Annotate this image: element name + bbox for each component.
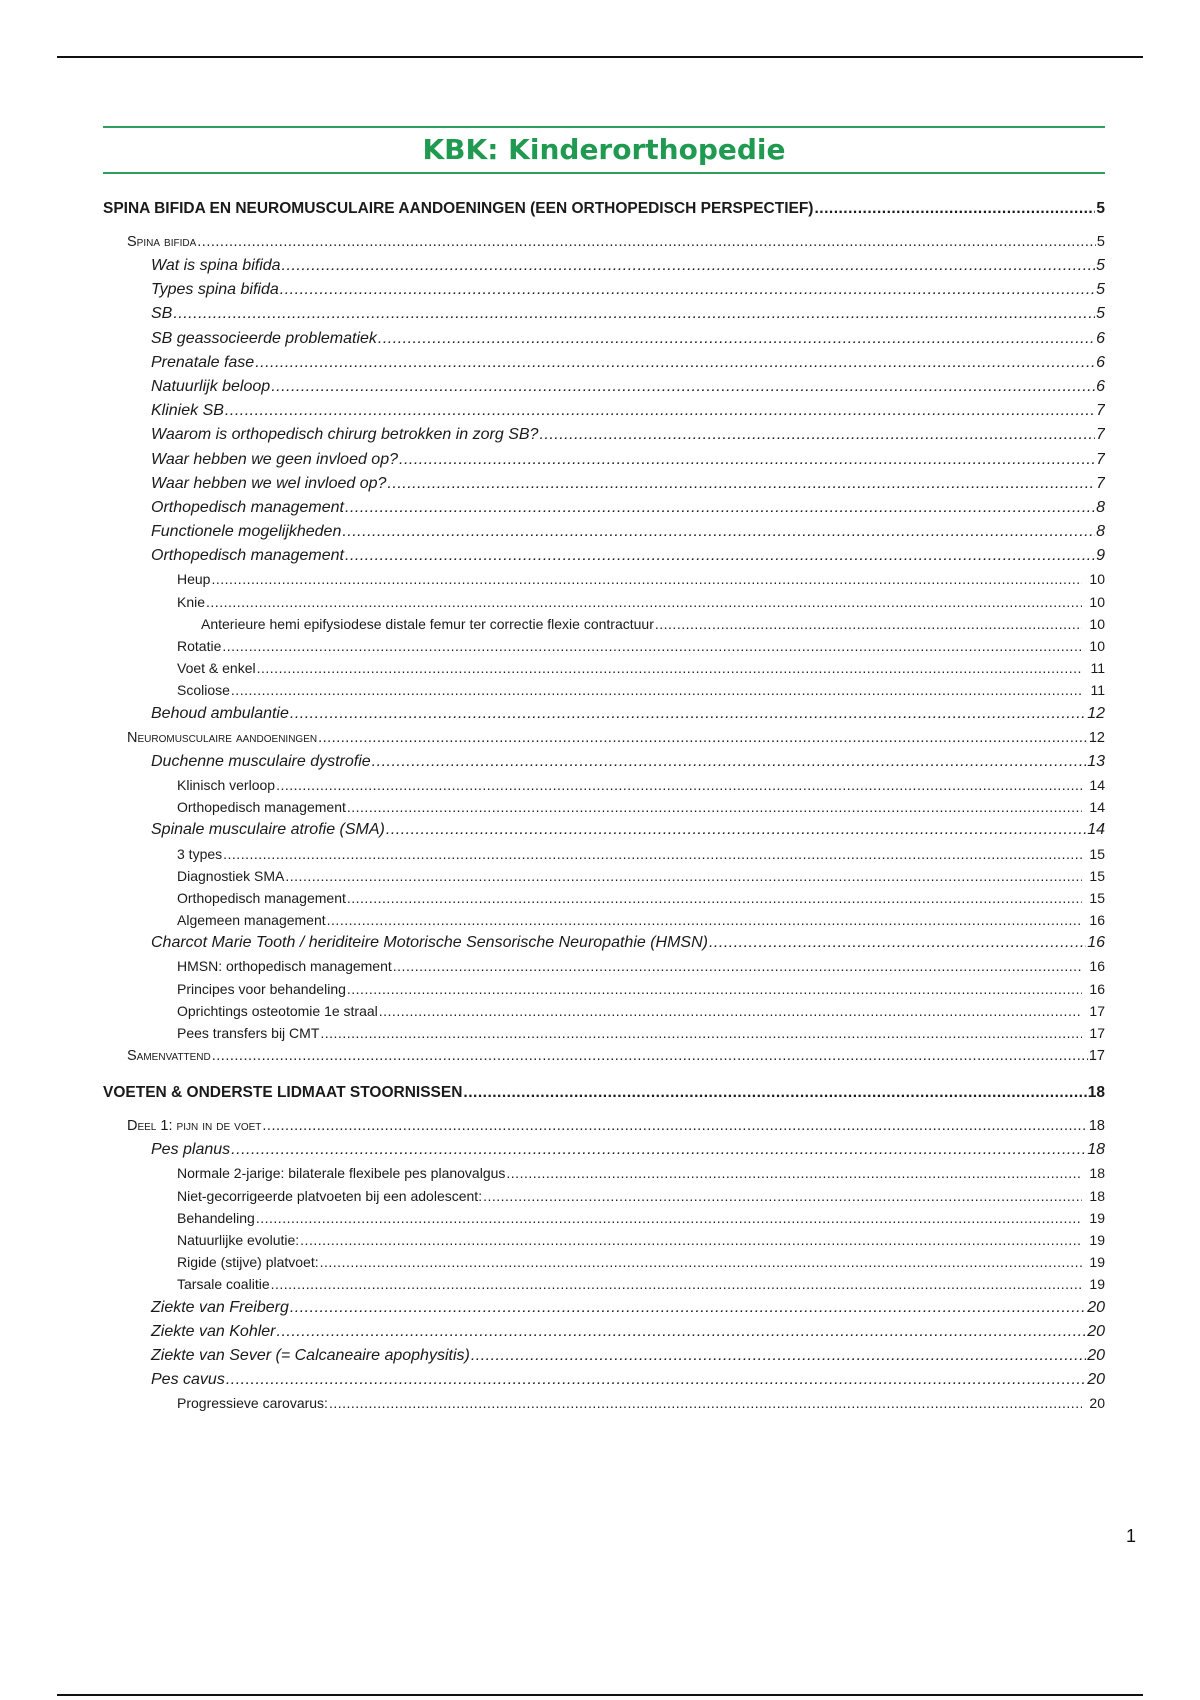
- toc-entry-level-2[interactable]: [103, 1044, 1105, 1068]
- toc-dot-leader: [320, 1022, 1082, 1044]
- toc-entry-title: Normale 2-jarige: bilaterale flexibele pes planovalgus: [177, 1165, 506, 1182]
- toc-entry-title: Knie: [177, 593, 206, 610]
- toc-page-number: 7: [1096, 402, 1105, 420]
- toc-entry-title: Waar hebben we geen invloed op?: [151, 450, 398, 468]
- toc-entry-level-2[interactable]: [103, 726, 1105, 750]
- toc-entry-title: Wat is spina bifida: [151, 257, 281, 274]
- toc-dot-leader: [300, 1229, 1082, 1251]
- toc-entry-title: SPINA BIFIDA EN NEUROMUSCULAIRE AANDOENINGEN (EEN ORTHOPEDISCH PERSPECTIEF): [103, 200, 814, 217]
- toc-entry-level-3[interactable]: [103, 1320, 1105, 1344]
- toc-page-number: 14: [1089, 799, 1105, 816]
- toc-dot-leader: [226, 1368, 1086, 1392]
- toc-entry-level-4[interactable]: [103, 1273, 1105, 1295]
- toc-entry-level-2[interactable]: [103, 230, 1105, 254]
- toc-entry-level-4[interactable]: [103, 978, 1105, 1000]
- table-of-contents: [103, 196, 1105, 1414]
- toc-entry-level-1[interactable]: [103, 198, 1105, 220]
- toc-entry-level-3[interactable]: [103, 544, 1105, 568]
- toc-entry-title: Duchenne musculaire dystrofie: [151, 752, 371, 770]
- toc-page-number: 12: [1087, 704, 1105, 722]
- toc-entry-level-4[interactable]: [103, 1251, 1105, 1273]
- toc-dot-leader: [814, 198, 1095, 220]
- toc-entry-title: VOETEN & ONDERSTE LIDMAAT STOORNISSEN: [103, 1084, 463, 1102]
- toc-entry-level-4[interactable]: [103, 909, 1105, 931]
- toc-entry-title: Prenatale fase: [151, 353, 255, 371]
- toc-entry-title: Ziekte van Kohler: [151, 1322, 276, 1340]
- toc-entry-level-3[interactable]: [103, 302, 1105, 326]
- toc-page-number: 5: [1096, 281, 1105, 299]
- toc-entry-title: Orthopedisch management: [151, 547, 344, 565]
- toc-page-number: 13: [1087, 752, 1105, 770]
- toc-entry-title: Diagnostiek SMA: [177, 867, 285, 884]
- toc-entry-title: Ziekte van Sever (= Calcaneaire apophysitis): [151, 1346, 470, 1364]
- toc-entry-title: Progressieve carovarus:: [177, 1395, 328, 1412]
- toc-entry-level-3[interactable]: [103, 351, 1105, 375]
- toc-page-number: 20: [1087, 1298, 1105, 1316]
- toc-entry-level-4[interactable]: [103, 887, 1105, 909]
- toc-dot-leader: [173, 302, 1095, 326]
- toc-page-number: 14: [1087, 821, 1105, 839]
- toc-entry-level-5[interactable]: [103, 613, 1105, 635]
- toc-entry-level-4[interactable]: [103, 657, 1105, 679]
- toc-dot-leader: [342, 520, 1095, 544]
- toc-dot-leader: [280, 278, 1095, 302]
- toc-page-number: 7: [1096, 450, 1105, 468]
- toc-page-number: 6: [1096, 377, 1105, 395]
- toc-page-number: 19: [1089, 1276, 1105, 1293]
- toc-dot-leader: [463, 1082, 1086, 1104]
- toc-dot-leader: [277, 1320, 1087, 1344]
- toc-page-number: 11: [1090, 660, 1105, 677]
- toc-dot-leader: [211, 568, 1082, 590]
- toc-dot-leader: [379, 1000, 1082, 1022]
- toc-entry-title: Natuurlijke evolutie:: [177, 1231, 300, 1248]
- title-block: [103, 126, 1105, 174]
- toc-dot-leader: [399, 448, 1095, 472]
- toc-page-number: 6: [1096, 329, 1105, 347]
- toc-dot-leader: [197, 230, 1096, 254]
- toc-entry-level-4[interactable]: [103, 796, 1105, 818]
- toc-page-number: 10: [1089, 593, 1105, 610]
- toc-dot-leader: [262, 1114, 1087, 1138]
- toc-entry-title: Neuromusculaire aandoeningen: [127, 729, 318, 746]
- toc-dot-leader: [329, 1392, 1082, 1414]
- toc-dot-leader: [506, 1162, 1082, 1184]
- toc-entry-level-4[interactable]: [103, 568, 1105, 590]
- toc-page-number: 18: [1088, 1118, 1105, 1135]
- toc-entry-title: SB geassocieerde problematiek: [151, 329, 377, 347]
- toc-entry-level-3[interactable]: [103, 1344, 1105, 1368]
- toc-page-number: 19: [1089, 1231, 1105, 1248]
- toc-page-number: 6: [1096, 353, 1105, 371]
- toc-page-number: 17: [1089, 1002, 1105, 1019]
- toc-dot-leader: [347, 796, 1082, 818]
- toc-page-number: 14: [1089, 776, 1105, 793]
- toc-entry-level-3[interactable]: [103, 278, 1105, 302]
- toc-entry-title: Voet & enkel: [177, 660, 256, 677]
- toc-dot-leader: [231, 679, 1082, 701]
- toc-page-number: 20: [1087, 1346, 1105, 1364]
- toc-entry-level-4[interactable]: [103, 1392, 1105, 1414]
- toc-dot-leader: [347, 978, 1082, 1000]
- toc-dot-leader: [271, 375, 1095, 399]
- toc-entry-title: Anterieure hemi epifysiodese distale femur ter correctie flexie contractuur: [201, 615, 654, 632]
- toc-entry-title: SB: [151, 305, 173, 323]
- toc-page-number: 12: [1088, 729, 1105, 746]
- toc-page-number: 15: [1089, 889, 1105, 906]
- toc-entry-level-4[interactable]: [103, 1162, 1105, 1184]
- toc-page-number: 16: [1087, 934, 1105, 952]
- document-title: KBK: Kinderorthopedie: [422, 133, 786, 166]
- toc-dot-leader: [282, 254, 1096, 278]
- toc-entry-level-3[interactable]: [103, 750, 1105, 774]
- toc-page-number: 10: [1089, 571, 1105, 588]
- toc-entry-title: Klinisch verloop: [177, 776, 276, 793]
- toc-entry-title: Waarom is orthopedisch chirurg betrokken in zorg SB?: [151, 426, 539, 444]
- toc-entry-title: Spina bifida: [127, 234, 197, 250]
- toc-page-number: 16: [1089, 912, 1105, 929]
- toc-entry-level-4[interactable]: [103, 591, 1105, 613]
- toc-entry-level-4[interactable]: [103, 865, 1105, 887]
- toc-entry-level-4[interactable]: [103, 1000, 1105, 1022]
- toc-entry-level-2[interactable]: [103, 1114, 1105, 1138]
- toc-dot-leader: [290, 1296, 1086, 1320]
- toc-entry-title: Pes cavus: [151, 1371, 225, 1389]
- toc-entry-title: Orthopedisch management: [177, 889, 346, 906]
- toc-entry-title: Behandeling: [177, 1209, 255, 1226]
- toc-entry-title: Ziekte van Freiberg: [151, 1298, 289, 1316]
- toc-entry-level-3[interactable]: [103, 399, 1105, 423]
- toc-page-number: 7: [1096, 474, 1105, 492]
- toc-page-number: 18: [1087, 1141, 1105, 1159]
- toc-page-number: 20: [1087, 1322, 1105, 1340]
- toc-page-number: 5: [1096, 234, 1105, 250]
- toc-entry-level-4[interactable]: [103, 1229, 1105, 1251]
- toc-page-number: 10: [1089, 638, 1105, 654]
- toc-entry-title: Orthopedisch management: [177, 799, 346, 816]
- page-bottom-rule: [57, 1694, 1143, 1696]
- toc-dot-leader: [285, 865, 1082, 887]
- toc-entry-title: Heup: [177, 571, 211, 588]
- toc-page-number: 5: [1096, 305, 1105, 323]
- toc-page-number: 20: [1089, 1395, 1105, 1412]
- toc-entry-title: Pees transfers bij CMT: [177, 1025, 320, 1041]
- toc-dot-leader: [386, 818, 1086, 842]
- toc-entry-level-4[interactable]: [103, 1207, 1105, 1229]
- toc-dot-leader: [223, 843, 1082, 865]
- toc-page-number: 16: [1089, 958, 1105, 975]
- toc-dot-leader: [327, 909, 1082, 931]
- toc-page-number: 5: [1096, 257, 1105, 274]
- toc-entry-level-3[interactable]: [103, 1368, 1105, 1392]
- toc-dot-leader: [212, 1044, 1088, 1068]
- toc-entry-title: Algemeen management: [177, 912, 326, 929]
- toc-page-number: 17: [1089, 1025, 1105, 1041]
- toc-dot-leader: [345, 544, 1095, 568]
- toc-dot-leader: [206, 591, 1082, 613]
- toc-dot-leader: [655, 613, 1082, 635]
- toc-dot-leader: [320, 1251, 1082, 1273]
- toc-entry-title: Rotatie: [177, 638, 222, 654]
- toc-entry-title: Charcot Marie Tooth / heriditeire Motorische Sensorische Neuropathie (HMSN): [151, 934, 708, 952]
- toc-dot-leader: [276, 774, 1082, 796]
- toc-dot-leader: [222, 635, 1082, 657]
- toc-entry-title: Kliniek SB: [151, 402, 224, 420]
- toc-entry-title: Niet-gecorrigeerde platvoeten bij een adolescent:: [177, 1187, 483, 1204]
- toc-page-number: 18: [1087, 1084, 1105, 1102]
- toc-entry-title: Pes planus: [151, 1141, 231, 1159]
- toc-entry-title: Rigide (stijve) platvoet:: [177, 1254, 319, 1271]
- toc-page-number: 9: [1096, 547, 1105, 565]
- toc-entry-level-4[interactable]: [103, 635, 1105, 657]
- toc-entry-level-3[interactable]: [103, 375, 1105, 399]
- toc-entry-level-4[interactable]: [103, 1022, 1105, 1044]
- toc-entry-level-4[interactable]: [103, 843, 1105, 865]
- toc-entry-level-3[interactable]: [103, 931, 1105, 955]
- toc-entry-title: 3 types: [177, 845, 223, 862]
- toc-entry-level-3[interactable]: [103, 327, 1105, 351]
- toc-entry-title: Functionele mogelijkheden: [151, 523, 342, 541]
- toc-entry-title: Behoud ambulantie: [151, 704, 289, 722]
- toc-entry-title: Samenvattend: [127, 1048, 211, 1065]
- toc-entry-level-3[interactable]: [103, 1138, 1105, 1162]
- toc-page-number: 10: [1089, 615, 1105, 632]
- page-number: 1: [1126, 1526, 1137, 1546]
- toc-dot-leader: [345, 496, 1095, 520]
- toc-entry-title: HMSN: orthopedisch management: [177, 958, 392, 975]
- toc-entry-level-3[interactable]: [103, 702, 1105, 726]
- toc-entry-title: Scoliose: [177, 682, 230, 699]
- toc-entry-title: Tarsale coalitie: [177, 1276, 270, 1293]
- toc-entry-level-4[interactable]: [103, 955, 1105, 977]
- toc-entry-title: Types spina bifida: [151, 281, 279, 299]
- toc-entry-level-3[interactable]: [103, 818, 1105, 842]
- toc-dot-leader: [471, 1344, 1086, 1368]
- toc-page-number: 7: [1096, 426, 1105, 444]
- toc-entry-level-3[interactable]: [103, 448, 1105, 472]
- toc-dot-leader: [231, 1138, 1086, 1162]
- toc-page-number: 15: [1089, 867, 1105, 884]
- toc-page-number: 19: [1089, 1254, 1105, 1271]
- toc-entry-level-3[interactable]: [103, 1296, 1105, 1320]
- toc-entry-level-3[interactable]: [103, 254, 1105, 278]
- toc-page-number: 8: [1096, 523, 1105, 541]
- toc-page-number: 18: [1089, 1187, 1105, 1204]
- toc-dot-leader: [378, 327, 1095, 351]
- toc-page-number: 19: [1089, 1209, 1105, 1226]
- toc-entry-level-4[interactable]: [103, 1185, 1105, 1207]
- toc-dot-leader: [347, 887, 1082, 909]
- toc-entry-title: Deel 1: pijn in de voet: [127, 1118, 262, 1135]
- toc-page-number: 5: [1096, 200, 1105, 217]
- toc-dot-leader: [255, 351, 1095, 375]
- toc-entry-level-3[interactable]: [103, 496, 1105, 520]
- toc-dot-leader: [225, 399, 1095, 423]
- toc-page-number: 18: [1089, 1165, 1105, 1182]
- toc-entry-level-4[interactable]: [103, 679, 1105, 701]
- toc-dot-leader: [256, 1207, 1082, 1229]
- toc-dot-leader: [271, 1273, 1082, 1295]
- toc-entry-title: Principes voor behandeling: [177, 980, 346, 997]
- toc-dot-leader: [393, 955, 1082, 977]
- toc-entry-title: Spinale musculaire atrofie (SMA): [151, 821, 385, 839]
- toc-page-number: 16: [1089, 980, 1105, 997]
- toc-entry-title: Orthopedisch management: [151, 498, 344, 516]
- toc-entry-level-1[interactable]: [103, 1082, 1105, 1104]
- toc-dot-leader: [290, 702, 1086, 726]
- toc-page-number: 17: [1088, 1048, 1105, 1065]
- toc-dot-leader: [483, 1185, 1082, 1207]
- toc-page-number: 11: [1090, 682, 1105, 699]
- toc-entry-level-3[interactable]: [103, 423, 1105, 447]
- toc-entry-level-4[interactable]: [103, 774, 1105, 796]
- toc-page-number: 8: [1096, 498, 1105, 516]
- toc-entry-title: Oprichtings osteotomie 1e straal: [177, 1002, 378, 1019]
- toc-entry-title: Natuurlijk beloop: [151, 377, 271, 395]
- toc-dot-leader: [709, 931, 1086, 955]
- toc-page-number: 15: [1089, 845, 1105, 862]
- toc-dot-leader: [372, 750, 1087, 774]
- toc-entry-level-3[interactable]: [103, 520, 1105, 544]
- toc-page-number: 20: [1087, 1371, 1105, 1389]
- page-top-rule: [57, 56, 1143, 58]
- toc-entry-title: Waar hebben we wel invloed op?: [151, 474, 387, 492]
- toc-dot-leader: [318, 726, 1088, 750]
- toc-dot-leader: [257, 657, 1082, 679]
- toc-entry-level-3[interactable]: [103, 472, 1105, 496]
- toc-dot-leader: [539, 423, 1095, 447]
- toc-dot-leader: [387, 472, 1095, 496]
